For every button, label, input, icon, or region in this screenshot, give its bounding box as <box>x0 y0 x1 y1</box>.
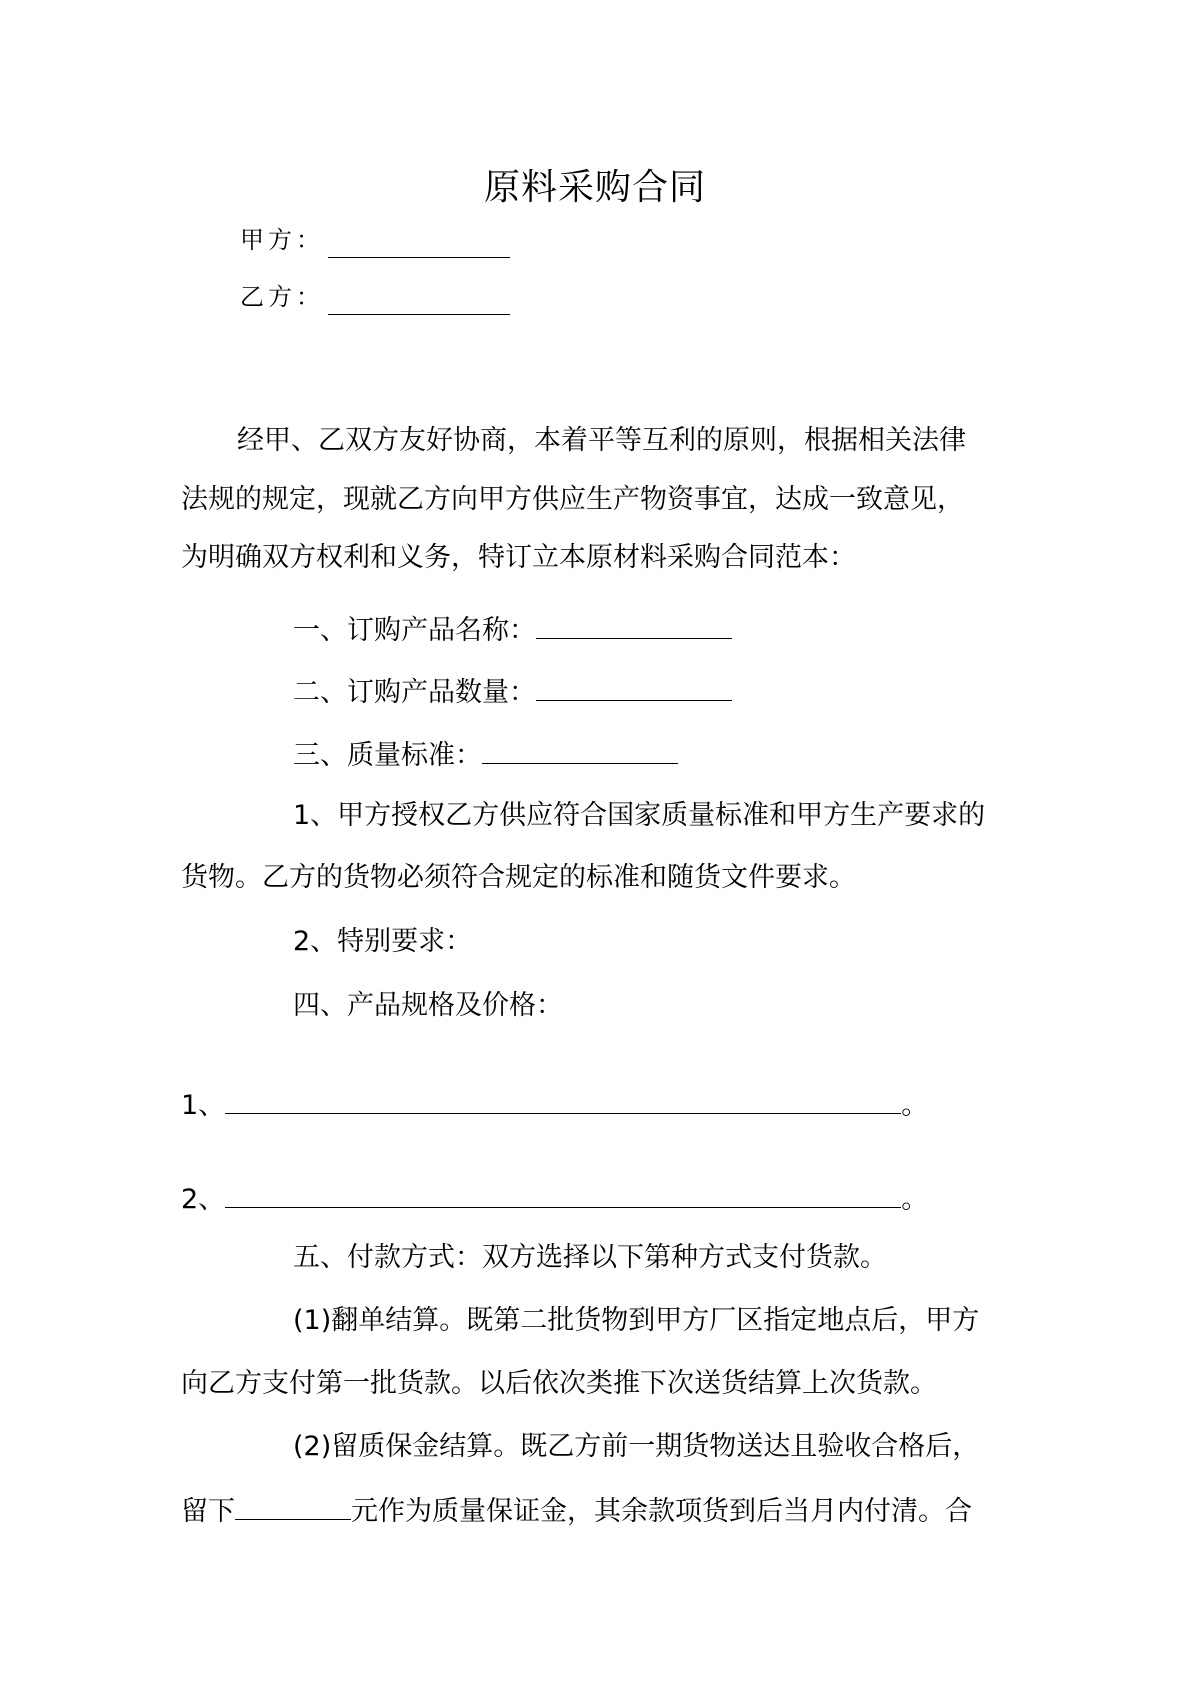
party-a-row <box>240 222 510 258</box>
deposit-amount-blank <box>235 1489 351 1520</box>
clause-3-label: 三、质量标准： <box>293 740 482 771</box>
party-a-blank <box>328 231 510 258</box>
spec-1-blank <box>225 1083 901 1114</box>
spec-1-suffix: 。 <box>901 1090 929 1121</box>
payment-2-line-1: (2)留质保金结算。既乙方前一期货物送达且验收合格后， <box>293 1431 980 1462</box>
payment-1-line-1: (1)翻单结算。既第二批货物到甲方厂区指定地点后，甲方 <box>293 1305 980 1336</box>
document-title: 原料采购合同 <box>483 167 706 208</box>
payment-2-prefix: 留下 <box>181 1496 235 1527</box>
product-name-blank <box>536 608 732 639</box>
party-b-row <box>240 279 510 315</box>
product-quantity-blank <box>536 670 732 701</box>
party-a-label: 甲方： <box>240 226 324 254</box>
clause-2-product-quantity <box>293 670 732 713</box>
spec-line-2 <box>181 1177 928 1220</box>
clause-2-label: 二、订购产品数量： <box>293 677 536 708</box>
clause-1-product-name <box>293 608 732 651</box>
intro-line-2: 法规的规定，现就乙方向甲方供应生产物资事宜，达成一致意见， <box>181 484 964 515</box>
spec-2-suffix: 。 <box>901 1184 929 1215</box>
clause-3-quality-standard <box>293 733 678 776</box>
payment-2-line-2 <box>181 1489 972 1532</box>
clause-4-spec-price: 四、产品规格及价格： <box>293 990 563 1021</box>
quality-standard-blank <box>482 733 678 764</box>
quality-item-1-line-2: 货物。乙方的货物必须符合规定的标准和随货文件要求。 <box>181 862 856 893</box>
quality-item-1-line-1: 1、甲方授权乙方供应符合国家质量标准和甲方生产要求的 <box>293 800 986 831</box>
party-b-blank <box>328 288 510 315</box>
quality-item-2: 2、特别要求： <box>293 926 473 957</box>
clause-5-payment-method: 五、付款方式：双方选择以下第种方式支付货款。 <box>293 1242 887 1273</box>
intro-line-1: 经甲、乙双方友好协商，本着平等互利的原则，根据相关法律 <box>237 425 966 456</box>
spec-2-prefix: 2、 <box>181 1184 226 1215</box>
spec-line-1 <box>181 1083 928 1126</box>
payment-2-suffix: 元作为质量保证金，其余款项货到后当月内付清。合 <box>351 1496 972 1527</box>
intro-line-3: 为明确双方权利和义务，特订立本原材料采购合同范本： <box>181 542 856 573</box>
spec-2-blank <box>225 1177 901 1208</box>
party-b-label: 乙方： <box>240 283 324 311</box>
spec-1-prefix: 1、 <box>181 1090 226 1121</box>
clause-1-label: 一、订购产品名称： <box>293 615 536 646</box>
payment-1-line-2: 向乙方支付第一批货款。以后依次类推下次送货结算上次货款。 <box>181 1368 937 1399</box>
